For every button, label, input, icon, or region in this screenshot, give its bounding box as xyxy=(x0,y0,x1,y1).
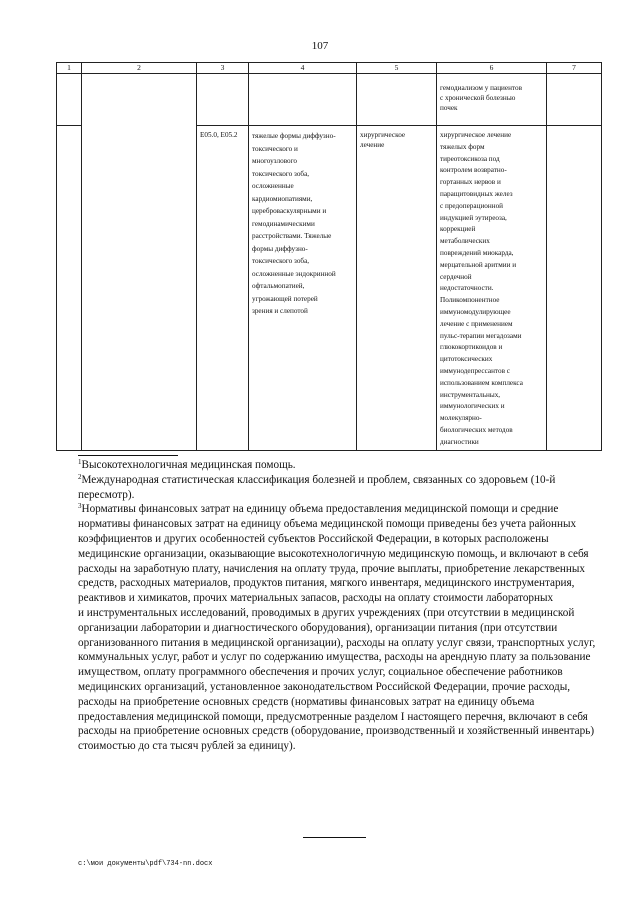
footnote-1-text: Высокотехнологичная медицинская помощь. xyxy=(81,459,296,471)
page-number: 107 xyxy=(311,40,329,52)
footnote-3-text: Нормативы финансовых затрат на единицу объема предоставления медицинской помощи и средние нормативы финансовых затрат на единицу объема медицинской помощи приведены без учета районных коэффициентов и других особенностей субъектов Российской Федерации, в которых расположены медицинские организации, оказывающие высокотехнологичную медицинскую помощь, и включают в себя расходы на заработную плату, начисления на оплату труда, прочие выплаты, приобретение лекарственных средств, расходных материалов, продуктов питания, мягкого инвентаря, медицинского инструментария, реактивов и химикатов, прочих материальных запасов, расходы на оплату стоимости лабораторных и инструментальных исследований, проводимых в других учреждениях (при отсутствии в медицинской организации лаборатории и диагностического оборудования), организации питания (при отсутствии организованного питания в медицинской организации), расходы на оплату услуг связи, транспортных услуг, коммунальных услуг, работ и услуг по содержанию имущества, расходы на арендную плату за пользование имуществом, оплату программного обеспечения и прочих услуг, социальное обеспечение работников медицинских организаций, установленное законодательством Российской Федерации, прочие расходы, расходы на приобретение основных средств (нормативы финансовых затрат на единицу объема предоставления медицинской помощи, предусмотренные разделом I настоящего перечня, включают в себя расходы на приобретение основных средств (оборудование, производственный и хозяйственный инвентарь) стоимостью до ста тысяч рублей за единицу). xyxy=(78,503,596,753)
row2-icd-codes: E05.0, E05.2 xyxy=(200,131,238,139)
row1-col3 xyxy=(197,74,249,126)
footnote-2-text: Международная статистическая классификация болезней и проблем, связанных со здоровьем (10-й пересмотр). xyxy=(78,473,556,501)
header-cell-4: 4 xyxy=(249,63,357,74)
row1-treatment-text: гемодиализом у пациентов с хронической болезнью почек xyxy=(440,84,522,112)
row1-col4 xyxy=(249,74,357,126)
row2-treatment-method: хирургическое лечение тяжелых форм тиреотоксикоза под контролем возвратно- гортанных нервов и паращитовидных желез с предоперационной индукцией эутиреоза, коррекцией метаболических повреждений миокарда, мерцательной аритмии и сердечной недостаточности. Поликомпонентное иммуномодулирующее лечение с применением пульс-терапии мегадозами глюкокортикоидов и цитотоксических иммунодепрессантов с использованием комплекса инструментальных, иммунологических и молекулярно- биологических методов диагностики xyxy=(440,131,523,446)
row2-col7 xyxy=(547,126,602,451)
header-cell-5: 5 xyxy=(357,63,437,74)
header-cell-2: 2 xyxy=(82,63,197,74)
footnotes xyxy=(78,455,598,754)
footnote-3-mark: 3 xyxy=(78,502,82,511)
row2-diagnosis-text: тяжелые формы диффузно- токсического и многоузлового токсического зоба, осложненные кардиомиопатиями, цереброваскулярными и гемодинамическими расстройствами. Тяжелые формы диффузно- токсического зоба, осложненные эндокринной офтальмопатией, угрожающей потерей зрения и слепотой xyxy=(252,132,336,315)
end-rule xyxy=(303,837,366,838)
row2-treatment-type: хирургическое лечение xyxy=(360,131,406,149)
row2-col4 xyxy=(249,126,357,451)
row2-col6 xyxy=(437,126,547,451)
footnote-2-mark: 2 xyxy=(78,472,82,481)
footnote-1 xyxy=(78,458,598,473)
header-cell-3: 3 xyxy=(197,63,249,74)
row2-col5 xyxy=(357,126,437,451)
footnote-separator xyxy=(78,455,178,456)
footnote-1-mark: 1 xyxy=(78,458,82,466)
header-cell-1: 1 xyxy=(57,63,82,74)
row1-col1 xyxy=(57,74,82,126)
row1-col2 xyxy=(82,74,197,451)
row1-col6 xyxy=(437,74,547,126)
header-cell-6: 6 xyxy=(437,63,547,74)
row1-col5 xyxy=(357,74,437,126)
header-cell-7: 7 xyxy=(547,63,602,74)
file-path: c:\мои документы\pdf\734-nn.docx xyxy=(78,860,213,868)
table-header-row xyxy=(57,63,602,74)
footnote-3 xyxy=(78,502,598,754)
row1-col7 xyxy=(547,74,602,126)
procedures-table xyxy=(56,62,602,451)
row2-col3 xyxy=(197,126,249,451)
row2-col1 xyxy=(57,126,82,451)
table-row xyxy=(57,74,602,126)
footnote-2 xyxy=(78,473,598,503)
